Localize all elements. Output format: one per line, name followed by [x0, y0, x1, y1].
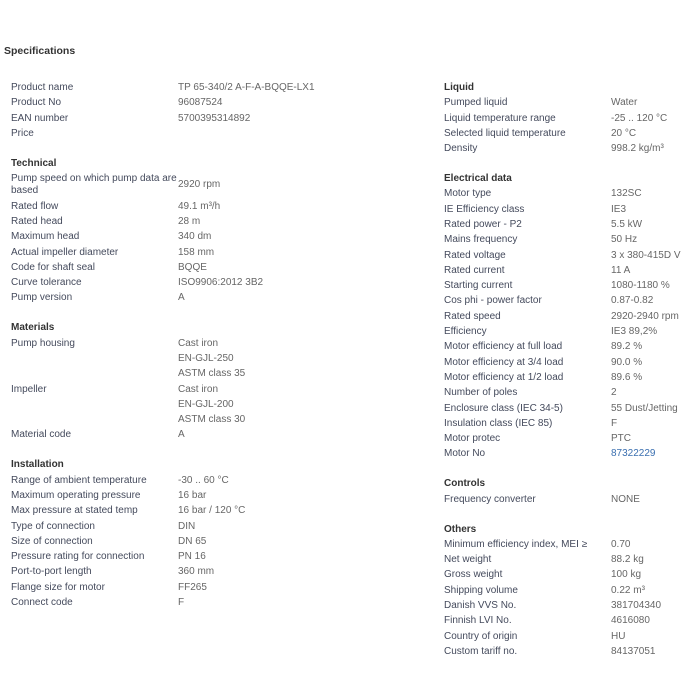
spec-values — [178, 564, 431, 579]
spec-row-code-for-shaft-seal — [11, 260, 431, 275]
spec-label: Product No — [11, 97, 62, 109]
spec-value: EN-GJL-200 — [178, 398, 234, 410]
spec-row-max-pressure-at-stated-temp — [11, 503, 431, 518]
spec-label: Frequency converter — [444, 493, 536, 505]
spec-value: A — [178, 292, 185, 304]
spec-label: Liquid temperature range — [444, 112, 556, 124]
spec-label: Impeller — [11, 383, 47, 395]
spec-label: Rated current — [444, 264, 505, 276]
spec-value: 158 mm — [178, 246, 215, 258]
spec-row-selected-liquid-temperature — [444, 126, 700, 141]
spec-values — [611, 629, 700, 644]
spec-label: Motor type — [444, 188, 492, 200]
right-spec-column — [444, 80, 700, 659]
spec-value: EN-GJL-250 — [178, 352, 234, 364]
spec-label: Country of origin — [444, 630, 518, 642]
spec-values — [611, 202, 700, 217]
spec-values — [611, 278, 700, 293]
spec-label: Rated power - P2 — [444, 218, 522, 230]
spec-value: NONE — [611, 493, 640, 505]
spec-value: 100 kg — [611, 569, 642, 581]
spec-label: Curve tolerance — [11, 277, 82, 289]
spec-values — [178, 214, 431, 229]
spec-value: PTC — [611, 433, 631, 445]
spec-label: Type of connection — [11, 520, 95, 532]
spec-row-insulation-class-iec-85 — [444, 416, 700, 431]
spec-label: Max pressure at stated temp — [11, 505, 138, 517]
spec-value: 50 Hz — [611, 234, 638, 246]
spec-row-rated-speed — [444, 309, 700, 324]
spec-value: 88.2 kg — [611, 554, 644, 566]
spec-value: 84137051 — [611, 645, 656, 657]
spec-row-connect-code — [11, 595, 431, 610]
spec-label: Density — [444, 143, 478, 155]
spec-values — [611, 186, 700, 201]
spec-label: Motor protec — [444, 433, 501, 445]
spec-row-motor-type — [444, 186, 700, 201]
spec-label: Gross weight — [444, 569, 503, 581]
spec-values — [611, 111, 700, 126]
spec-values — [178, 126, 431, 141]
spec-section-technical — [11, 156, 431, 306]
spec-values — [178, 473, 431, 488]
spec-value: -30 .. 60 °C — [178, 474, 229, 486]
section-title: Technical — [11, 157, 57, 169]
spec-value: A — [178, 429, 185, 441]
section-title: Electrical data — [444, 173, 512, 185]
spec-values — [611, 126, 700, 141]
spec-section-controls — [444, 476, 700, 507]
spec-value: F — [611, 417, 618, 429]
spec-label: Price — [11, 127, 34, 139]
spec-row-gross-weight — [444, 567, 700, 582]
spec-label: Efficiency — [444, 326, 487, 338]
spec-row-port-to-port-length — [11, 564, 431, 579]
spec-values — [178, 171, 431, 199]
spec-value: 2 — [611, 387, 617, 399]
spec-row-rated-head — [11, 214, 431, 229]
section-title: Liquid — [444, 82, 474, 93]
spec-label: Pumped liquid — [444, 97, 508, 109]
spec-value: 132SC — [611, 188, 642, 200]
spec-value: 20 °C — [611, 127, 637, 139]
spec-row-maximum-head — [11, 229, 431, 244]
spec-row-frequency-converter — [444, 492, 700, 507]
spec-label: Flange size for motor — [11, 581, 105, 593]
spec-value: 89.2 % — [611, 341, 643, 353]
spec-row-net-weight — [444, 552, 700, 567]
spec-label: Cos phi - power factor — [444, 295, 542, 307]
spec-row-rated-power-p2 — [444, 217, 700, 232]
spec-values — [611, 598, 700, 613]
spec-row-ean-number — [11, 111, 431, 126]
spec-row-liquid-temperature-range — [444, 111, 700, 126]
spec-label: Pump speed on which pump data are based — [11, 172, 177, 196]
spec-value: 360 mm — [178, 566, 215, 578]
spec-value: 55 Dust/Jetting — [611, 402, 678, 414]
spec-label: Custom tariff no. — [444, 645, 518, 657]
spec-values — [611, 431, 700, 446]
spec-label: Port-to-port length — [11, 566, 92, 578]
spec-values — [178, 488, 431, 503]
spec-value: 998.2 kg/m³ — [611, 143, 664, 155]
spec-values — [611, 401, 700, 416]
spec-label: Insulation class (IEC 85) — [444, 417, 553, 429]
spec-row-minimum-efficiency-index-mei — [444, 537, 700, 552]
spec-row-starting-current — [444, 278, 700, 293]
spec-label: Motor No — [444, 448, 486, 460]
spec-label: Actual impeller diameter — [11, 246, 119, 258]
spec-values — [178, 290, 431, 305]
spec-values — [611, 492, 700, 507]
spec-label: Number of poles — [444, 387, 518, 399]
spec-label: Minimum efficiency index, MEI ≥ — [444, 538, 588, 550]
spec-values — [611, 141, 700, 156]
spec-label: Code for shaft seal — [11, 261, 95, 273]
spec-row-mains-frequency — [444, 232, 700, 247]
spec-value: ISO9906:2012 3B2 — [178, 277, 264, 289]
spec-label: Rated flow — [11, 200, 59, 212]
spec-row-number-of-poles — [444, 385, 700, 400]
spec-row-price — [11, 126, 431, 141]
spec-values — [611, 293, 700, 308]
spec-value: F — [178, 596, 185, 608]
spec-row-range-of-ambient-temperature — [11, 473, 431, 488]
spec-values — [178, 503, 431, 518]
spec-label: Rated head — [11, 215, 63, 227]
spec-row-motor-efficiency-at-3-4-load — [444, 355, 700, 370]
spec-value: HU — [611, 630, 626, 642]
spec-section-general — [11, 80, 431, 141]
spec-values — [611, 263, 700, 278]
spec-label: Motor efficiency at full load — [444, 341, 563, 353]
left-spec-column — [11, 80, 431, 610]
section-title: Installation — [11, 459, 64, 471]
spec-row-motor-efficiency-at-1-2-load — [444, 370, 700, 385]
spec-value: BQQE — [178, 261, 207, 273]
spec-section-installation — [11, 457, 431, 610]
spec-values — [178, 549, 431, 564]
spec-value: FF265 — [178, 581, 207, 593]
spec-values — [611, 583, 700, 598]
spec-row-pump-speed-on-which-pump-data-are-based — [11, 171, 431, 199]
spec-label: Range of ambient temperature — [11, 474, 147, 486]
spec-value: PN 16 — [178, 551, 206, 563]
spec-values — [178, 427, 431, 442]
spec-value: DN 65 — [178, 535, 207, 547]
spec-section-others — [444, 522, 700, 660]
spec-values — [611, 416, 700, 431]
spec-values — [178, 275, 431, 290]
spec-label: Motor efficiency at 3/4 load — [444, 356, 564, 368]
spec-row-danish-vvs-no — [444, 598, 700, 613]
spec-value: 11 A — [611, 264, 631, 276]
spec-value: 16 bar / 120 °C — [178, 505, 246, 517]
spec-values — [611, 324, 700, 339]
spec-row-efficiency — [444, 324, 700, 339]
spec-values — [611, 248, 700, 263]
spec-label: Maximum operating pressure — [11, 489, 141, 501]
spec-values — [178, 245, 431, 260]
spec-values — [611, 567, 700, 582]
spec-value: 5700395314892 — [178, 112, 251, 124]
spec-value: 3 x 380-415D V — [611, 249, 681, 261]
spec-value: -25 .. 120 °C — [611, 112, 668, 124]
spec-values — [178, 595, 431, 610]
spec-values — [611, 309, 700, 324]
spec-value: IE3 89,2% — [611, 326, 658, 338]
spec-value: 5.5 kW — [611, 218, 643, 230]
spec-value-link[interactable]: 87322229 — [611, 448, 656, 460]
spec-value: ASTM class 30 — [178, 414, 246, 426]
spec-value: Cast iron — [178, 337, 219, 349]
spec-label: Enclosure class (IEC 34-5) — [444, 402, 563, 414]
spec-label: Net weight — [444, 554, 492, 566]
spec-values — [611, 644, 700, 659]
spec-row-curve-tolerance — [11, 275, 431, 290]
spec-value: 89.6 % — [611, 371, 643, 383]
spec-value: 16 bar — [178, 489, 207, 501]
spec-row-motor-efficiency-at-full-load — [444, 339, 700, 354]
spec-values — [178, 519, 431, 534]
spec-label: Rated speed — [444, 310, 501, 322]
spec-section-materials — [11, 320, 431, 442]
spec-value: 2920-2940 rpm — [611, 310, 679, 322]
spec-row-ie-efficiency-class — [444, 202, 700, 217]
spec-row-finnish-lvi-no — [444, 613, 700, 628]
spec-values — [178, 260, 431, 275]
spec-label: Selected liquid temperature — [444, 127, 566, 139]
spec-label: Rated voltage — [444, 249, 506, 261]
spec-row-shipping-volume — [444, 583, 700, 598]
spec-label: Pressure rating for connection — [11, 551, 145, 563]
spec-row-rated-current — [444, 263, 700, 278]
spec-values — [611, 613, 700, 628]
spec-row-rated-voltage — [444, 248, 700, 263]
spec-row-impeller — [11, 382, 431, 428]
spec-values — [611, 552, 700, 567]
spec-label: Maximum head — [11, 231, 80, 243]
spec-values — [178, 580, 431, 595]
spec-row-type-of-connection — [11, 519, 431, 534]
spec-values — [178, 80, 431, 95]
spec-values — [611, 537, 700, 552]
spec-section-electrical-data — [444, 171, 700, 462]
spec-row-density — [444, 141, 700, 156]
spec-value: 1080-1180 % — [611, 280, 670, 292]
spec-label: Danish VVS No. — [444, 599, 517, 611]
spec-label: Finnish LVI No. — [444, 615, 512, 627]
spec-value: 4616080 — [611, 615, 650, 627]
spec-label: Starting current — [444, 280, 513, 292]
spec-row-motor-no — [444, 446, 700, 461]
spec-row-actual-impeller-diameter — [11, 245, 431, 260]
spec-value: ASTM class 35 — [178, 368, 246, 380]
spec-value: 90.0 % — [611, 356, 643, 368]
spec-value: 340 dm — [178, 231, 212, 243]
spec-values — [178, 199, 431, 214]
spec-value: 96087524 — [178, 97, 223, 109]
spec-row-pumped-liquid — [444, 95, 700, 110]
spec-row-product-name — [11, 80, 431, 95]
spec-row-country-of-origin — [444, 629, 700, 644]
spec-row-material-code — [11, 427, 431, 442]
spec-values — [611, 385, 700, 400]
spec-value: DIN — [178, 520, 196, 532]
spec-label: Mains frequency — [444, 234, 518, 246]
spec-row-enclosure-class-iec-34-5 — [444, 401, 700, 416]
spec-row-rated-flow — [11, 199, 431, 214]
spec-value: 0.70 — [611, 538, 631, 550]
section-title: Others — [444, 523, 477, 535]
spec-label: Connect code — [11, 596, 73, 608]
spec-row-pump-housing — [11, 336, 431, 382]
spec-value: 2920 rpm — [178, 179, 221, 191]
spec-values — [611, 232, 700, 247]
spec-value: TP 65-340/2 A-F-A-BQQE-LX1 — [178, 82, 315, 93]
spec-values — [611, 355, 700, 370]
spec-value: 381704340 — [611, 599, 662, 611]
spec-values — [611, 217, 700, 232]
spec-values — [611, 446, 700, 461]
spec-values — [611, 95, 700, 110]
spec-value: 0.87-0.82 — [611, 295, 654, 307]
spec-value: 28 m — [178, 215, 201, 227]
spec-value: Cast iron — [178, 383, 219, 395]
spec-values — [178, 382, 431, 428]
spec-row-flange-size-for-motor — [11, 580, 431, 595]
spec-row-pump-version — [11, 290, 431, 305]
spec-label: Shipping volume — [444, 584, 518, 596]
spec-values — [178, 534, 431, 549]
spec-value: 49.1 m³/h — [178, 200, 221, 212]
spec-label: EAN number — [11, 112, 69, 124]
spec-values — [611, 370, 700, 385]
section-title: Materials — [11, 322, 55, 334]
spec-label: IE Efficiency class — [444, 203, 525, 215]
spec-value: IE3 — [611, 203, 627, 215]
spec-label: Product name — [11, 82, 74, 93]
spec-value: 0.22 m³ — [611, 584, 645, 596]
spec-section-liquid — [444, 80, 700, 156]
spec-row-custom-tariff-no — [444, 644, 700, 659]
spec-row-maximum-operating-pressure — [11, 488, 431, 503]
spec-values — [178, 95, 431, 110]
spec-values — [178, 111, 431, 126]
spec-row-motor-protec — [444, 431, 700, 446]
spec-values — [611, 339, 700, 354]
spec-label: Material code — [11, 429, 72, 441]
spec-row-pressure-rating-for-connection — [11, 549, 431, 564]
spec-row-cos-phi-power-factor — [444, 293, 700, 308]
spec-values — [178, 336, 431, 382]
page-title: Specifications — [4, 45, 76, 57]
spec-value: Water — [611, 97, 638, 109]
spec-label: Size of connection — [11, 535, 93, 547]
spec-value — [178, 126, 431, 141]
spec-label: Motor efficiency at 1/2 load — [444, 371, 564, 383]
spec-label: Pump housing — [11, 337, 75, 349]
spec-values — [178, 229, 431, 244]
spec-row-size-of-connection — [11, 534, 431, 549]
spec-row-product-no — [11, 95, 431, 110]
spec-label: Pump version — [11, 292, 73, 304]
section-title: Controls — [444, 478, 486, 490]
